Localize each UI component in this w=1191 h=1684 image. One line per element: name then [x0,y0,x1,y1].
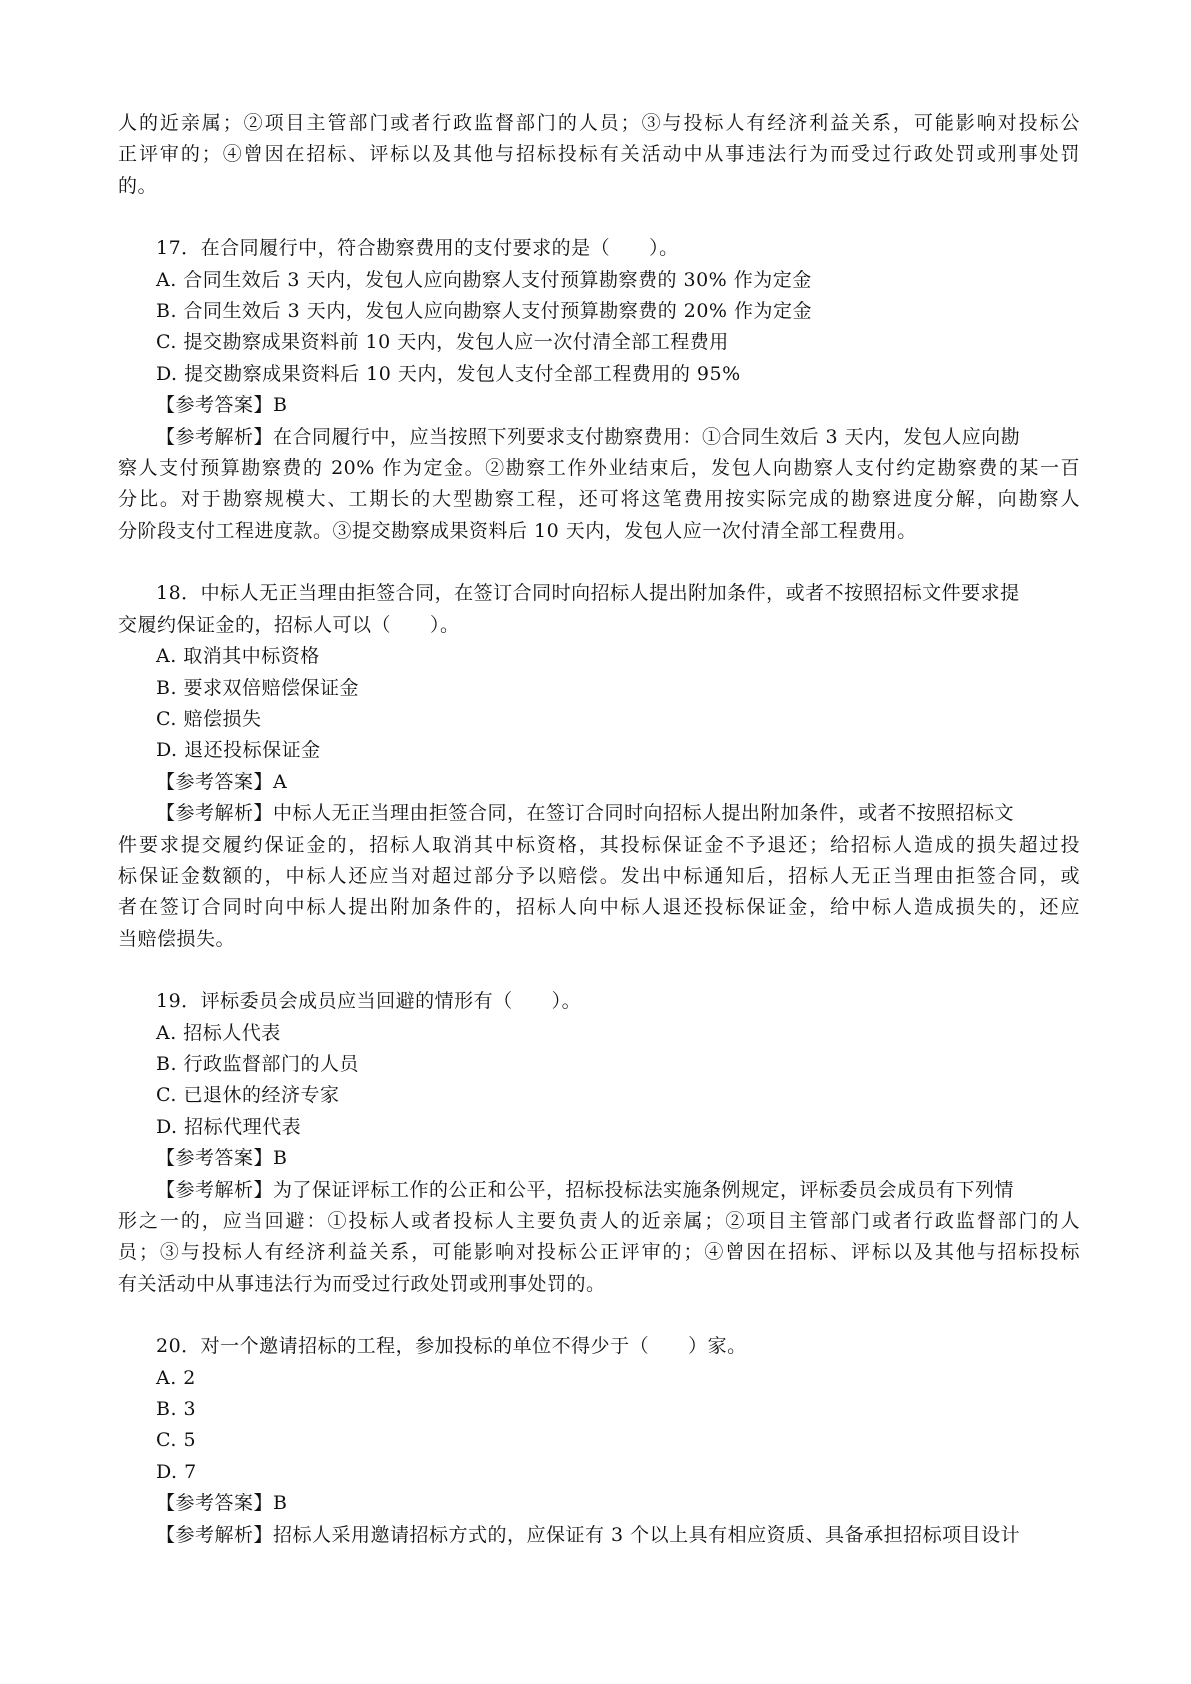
option-d: D. 提交勘察成果资料后 10 天内，发包人支付全部工程费用的 95% [156,362,741,385]
analysis-line: 当赔偿损失。 [118,927,236,950]
question-17 [118,233,1080,547]
analysis-line: 【参考解析】中标人无正当理由拒签合同，在签订合同时向招标人提出附加条件，或者不按照招标文 [156,802,1015,825]
option-d: D. 7 [156,1460,197,1483]
analysis-line: 有关活动中从事违法行为而受过行政处罚或刑事处罚的。 [118,1272,606,1295]
analysis-line: 【参考解析】招标人采用邀请招标方式的，应保证有 3 个以上具有相应资质、具备承担招标项目设计 [156,1523,1021,1546]
question-18 [118,578,1080,955]
analysis-line: 分比。对于勘察规模大、工期长的大型勘察工程，还可将这笔费用按实际完成的勘察进度分解，向勘察人 [118,488,1080,511]
question-stem: 交履约保证金的，招标人可以（ ）。 [118,613,460,636]
analysis-line: 件要求提交履约保证金的，招标人取消其中标资格，其投标保证金不予退还；给招标人造成的损失超过投 [118,833,1080,856]
option-b: B. 合同生效后 3 天内，发包人应向勘察人支付预算勘察费的 20% 作为定金 [156,300,813,323]
option-b: B. 要求双倍赔偿保证金 [156,676,360,699]
text-line: 人的近亲属；②项目主管部门或者行政监督部门的人员；③与投标人有经济利益关系，可能影响对投标公 [118,112,1080,134]
question-stem: 19．评标委员会成员应当回避的情形有（ ）。 [156,990,582,1013]
option-d: D. 退还投标保证金 [156,739,321,762]
option-b: B. 3 [156,1398,197,1421]
analysis-line: 【参考解析】为了保证评标工作的公正和公平，招标投标法实施条例规定，评标委员会成员有下列情 [156,1178,1015,1201]
question-stem: 17．在合同履行中，符合勘察费用的支付要求的是（ ）。 [156,237,679,260]
option-c: C. 5 [156,1429,197,1452]
analysis-line: 员；③与投标人有经济利益关系，可能影响对投标公正评审的；④曾因在招标、评标以及其他与招标投标 [118,1241,1080,1264]
analysis-line: 形之一的，应当回避：①投标人或者投标人主要负责人的近亲属；②项目主管部门或者行政监督部门的人 [118,1210,1080,1232]
answer: 【参考答案】B [156,394,288,417]
option-c: C. 提交勘察成果资料前 10 天内，发包人应一次付清全部工程费用 [156,331,729,354]
answer: 【参考答案】A [156,770,288,793]
question-20 [118,1331,1080,1551]
analysis-line: 标保证金数额的，中标人还应当对超过部分予以赔偿。发出中标通知后，招标人无正当理由拒签合同，或 [118,864,1080,887]
answer: 【参考答案】B [156,1147,288,1170]
option-c: C. 已退休的经济专家 [156,1084,340,1107]
analysis-line: 者在签订合同时向中标人提出附加条件的，招标人向中标人退还投标保证金，给中标人造成损失的，还应 [118,896,1080,919]
text-line: 的。 [118,174,158,197]
option-c: C. 赔偿损失 [156,707,262,730]
answer: 【参考答案】B [156,1492,288,1515]
analysis-line: 分阶段支付工程进度款。③提交勘察成果资料后 10 天内，发包人应一次付清全部工程费用。 [118,519,917,542]
question-stem: 20．对一个邀请招标的工程，参加投标的单位不得少于（ ）家。 [156,1335,747,1358]
analysis-line: 【参考解析】在合同履行中，应当按照下列要求支付勘察费用：①合同生效后 3 天内，发包人应向勘 [156,425,1021,448]
option-d: D. 招标代理代表 [156,1115,302,1138]
option-a: A. 2 [156,1366,196,1389]
intro-paragraph [118,108,1080,202]
document-page [118,108,1080,1551]
option-b: B. 行政监督部门的人员 [156,1052,360,1075]
option-a: A. 招标人代表 [156,1021,281,1044]
option-a: A. 合同生效后 3 天内，发包人应向勘察人支付预算勘察费的 30% 作为定金 [156,268,812,291]
text-line: 正评审的；④曾因在招标、评标以及其他与招标投标有关活动中从事违法行为而受过行政处罚或刑事处罚 [118,143,1080,166]
question-19 [118,986,1080,1300]
question-stem: 18．中标人无正当理由拒签合同，在签订合同时向招标人提出附加条件，或者不按照招标文件要求提 [156,582,1020,605]
option-a: A. 取消其中标资格 [156,645,320,668]
analysis-line: 察人支付预算勘察费的 20% 作为定金。②勘察工作外业结束后，发包人向勘察人支付约定勘察费的某一百 [118,457,1080,480]
